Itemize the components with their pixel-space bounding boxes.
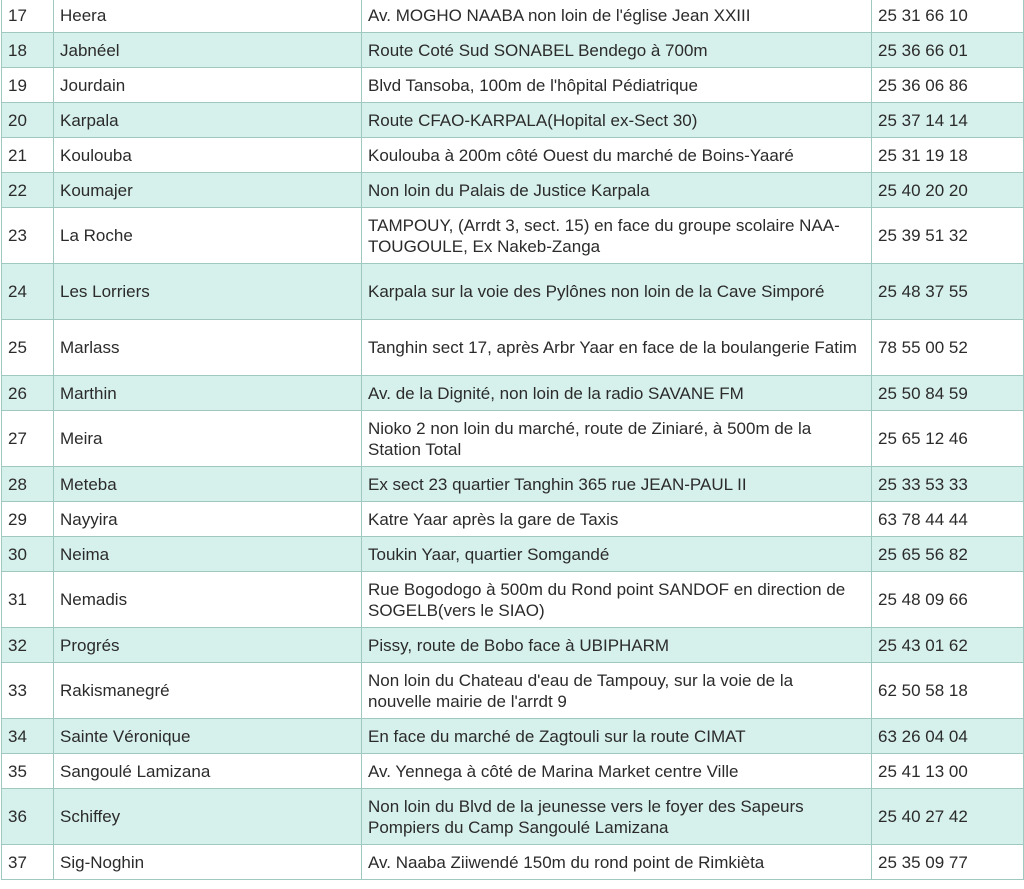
pharmacy-name: Meira: [54, 411, 362, 467]
table-row: [2, 103, 1024, 138]
pharmacy-address: En face du marché de Zagtouli sur la route CIMAT: [362, 719, 872, 754]
table-row: [2, 537, 1024, 572]
table-row: [2, 208, 1024, 264]
row-number: 24: [2, 264, 54, 320]
row-number: 25: [2, 320, 54, 376]
row-number: 32: [2, 628, 54, 663]
table-row: [2, 173, 1024, 208]
pharmacy-phone: 25 33 53 33: [872, 467, 1024, 502]
pharmacy-address: Ex sect 23 quartier Tanghin 365 rue JEAN-PAUL II: [362, 467, 872, 502]
pharmacy-phone: 62 50 58 18: [872, 663, 1024, 719]
pharmacy-address: Route CFAO-KARPALA(Hopital ex-Sect 30): [362, 103, 872, 138]
row-number: 19: [2, 68, 54, 103]
pharmacy-address: Tanghin sect 17, après Arbr Yaar en face de la boulangerie Fatim: [362, 320, 872, 376]
pharmacy-address: Av. Yennega à côté de Marina Market centre Ville: [362, 754, 872, 789]
row-number: 21: [2, 138, 54, 173]
pharmacy-phone: 25 39 51 32: [872, 208, 1024, 264]
row-number: 20: [2, 103, 54, 138]
table-row: [2, 411, 1024, 467]
pharmacy-phone: 25 31 19 18: [872, 138, 1024, 173]
pharmacy-phone: 25 48 09 66: [872, 572, 1024, 628]
pharmacy-phone: 25 65 56 82: [872, 537, 1024, 572]
pharmacy-phone: 25 40 20 20: [872, 173, 1024, 208]
pharmacy-address: Toukin Yaar, quartier Somgandé: [362, 537, 872, 572]
pharmacy-phone: 25 35 09 77: [872, 845, 1024, 880]
pharmacy-address: Av. de la Dignité, non loin de la radio SAVANE FM: [362, 376, 872, 411]
pharmacy-name: Jabnéel: [54, 33, 362, 68]
pharmacy-address: Nioko 2 non loin du marché, route de Ziniaré, à 500m de la Station Total: [362, 411, 872, 467]
pharmacy-address: Av. Naaba Ziiwendé 150m du rond point de Rimkièta: [362, 845, 872, 880]
row-number: 18: [2, 33, 54, 68]
pharmacy-phone: 25 43 01 62: [872, 628, 1024, 663]
row-number: 33: [2, 663, 54, 719]
row-number: 26: [2, 376, 54, 411]
table-row: [2, 572, 1024, 628]
pharmacy-name: Marthin: [54, 376, 362, 411]
pharmacy-name: La Roche: [54, 208, 362, 264]
table-row: [2, 138, 1024, 173]
pharmacy-name: Neima: [54, 537, 362, 572]
pharmacy-phone: 63 26 04 04: [872, 719, 1024, 754]
row-number: 34: [2, 719, 54, 754]
pharmacy-address: Katre Yaar après la gare de Taxis: [362, 502, 872, 537]
pharmacy-name: Rakismanegré: [54, 663, 362, 719]
table-row: [2, 320, 1024, 376]
pharmacy-name: Sig-Noghin: [54, 845, 362, 880]
pharmacy-name: Schiffey: [54, 789, 362, 845]
pharmacy-name: Sainte Véronique: [54, 719, 362, 754]
table-row: [2, 628, 1024, 663]
table-row: [2, 264, 1024, 320]
pharmacy-phone: 25 41 13 00: [872, 754, 1024, 789]
pharmacy-address: Non loin du Chateau d'eau de Tampouy, sur la voie de la nouvelle mairie de l'arrdt 9: [362, 663, 872, 719]
pharmacy-name: Nemadis: [54, 572, 362, 628]
pharmacy-address: Karpala sur la voie des Pylônes non loin de la Cave Simporé: [362, 264, 872, 320]
pharmacy-name: Jourdain: [54, 68, 362, 103]
pharmacy-address: Koulouba à 200m côté Ouest du marché de Boins-Yaaré: [362, 138, 872, 173]
row-number: 31: [2, 572, 54, 628]
pharmacy-name: Progrés: [54, 628, 362, 663]
pharmacy-name: Sangoulé Lamizana: [54, 754, 362, 789]
row-number: 37: [2, 845, 54, 880]
pharmacy-phone: 25 31 66 10: [872, 0, 1024, 33]
pharmacy-name: Meteba: [54, 467, 362, 502]
pharmacy-address: Route Coté Sud SONABEL Bendego à 700m: [362, 33, 872, 68]
row-number: 30: [2, 537, 54, 572]
pharmacy-phone: 25 37 14 14: [872, 103, 1024, 138]
row-number: 36: [2, 789, 54, 845]
pharmacy-address: TAMPOUY, (Arrdt 3, sect. 15) en face du groupe scolaire NAA-TOUGOULE, Ex Nakeb-Zanga: [362, 208, 872, 264]
table-row: [2, 719, 1024, 754]
pharmacy-address: Blvd Tansoba, 100m de l'hôpital Pédiatrique: [362, 68, 872, 103]
pharmacy-name: Marlass: [54, 320, 362, 376]
pharmacy-address: Non loin du Palais de Justice Karpala: [362, 173, 872, 208]
pharmacy-phone: 25 36 66 01: [872, 33, 1024, 68]
pharmacy-phone: 25 48 37 55: [872, 264, 1024, 320]
row-number: 23: [2, 208, 54, 264]
pharmacy-address: Non loin du Blvd de la jeunesse vers le foyer des Sapeurs Pompiers du Camp Sangoulé Lamizana: [362, 789, 872, 845]
pharmacy-phone: 78 55 00 52: [872, 320, 1024, 376]
pharmacy-name: Les Lorriers: [54, 264, 362, 320]
row-number: 35: [2, 754, 54, 789]
pharmacy-address: Rue Bogodogo à 500m du Rond point SANDOF en direction de SOGELB(vers le SIAO): [362, 572, 872, 628]
row-number: 27: [2, 411, 54, 467]
table-row: [2, 789, 1024, 845]
row-number: 22: [2, 173, 54, 208]
table-row: [2, 845, 1024, 880]
table-row: [2, 754, 1024, 789]
row-number: 17: [2, 0, 54, 33]
pharmacy-name: Koumajer: [54, 173, 362, 208]
pharmacy-phone: 25 40 27 42: [872, 789, 1024, 845]
pharmacy-name: Nayyira: [54, 502, 362, 537]
pharmacy-phone: 25 65 12 46: [872, 411, 1024, 467]
row-number: 28: [2, 467, 54, 502]
pharmacy-name: Karpala: [54, 103, 362, 138]
table-row: [2, 0, 1024, 33]
table-row: [2, 376, 1024, 411]
table-row: [2, 68, 1024, 103]
pharmacy-phone: 63 78 44 44: [872, 502, 1024, 537]
table-row: [2, 467, 1024, 502]
row-number: 29: [2, 502, 54, 537]
pharmacy-phone: 25 36 06 86: [872, 68, 1024, 103]
pharmacy-address: Pissy, route de Bobo face à UBIPHARM: [362, 628, 872, 663]
pharmacy-name: Koulouba: [54, 138, 362, 173]
table-row: [2, 663, 1024, 719]
pharmacy-phone: 25 50 84 59: [872, 376, 1024, 411]
pharmacy-table: [1, 0, 1024, 880]
pharmacy-address: Av. MOGHO NAABA non loin de l'église Jean XXIII: [362, 0, 872, 33]
table-row: [2, 33, 1024, 68]
table-row: [2, 502, 1024, 537]
pharmacy-name: Heera: [54, 0, 362, 33]
